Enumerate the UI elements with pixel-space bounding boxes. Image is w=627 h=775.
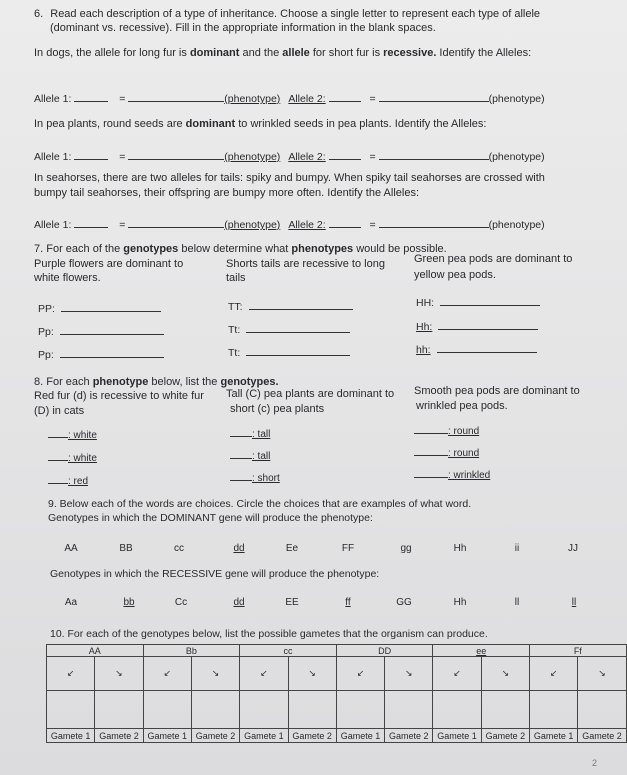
allele2-label: Allele 2: <box>288 151 326 163</box>
q6-dogs-mid2: for short fur is <box>309 47 384 59</box>
q7-hh2-blank[interactable] <box>438 320 538 330</box>
q8-tall-label: : tall <box>252 429 271 440</box>
q7-tt2-blank[interactable] <box>246 323 350 333</box>
q8-tall-row <box>230 427 270 441</box>
q8-col2-line1: Tall (C) pea plants are dominant to <box>226 388 395 400</box>
q7-hh3-label: hh: <box>416 344 431 356</box>
q6-seahorse-line1: In seahorses, there are two alleles for tails: spiky and bumpy. When spiky tail seahorses are crossed with <box>34 172 545 184</box>
recessive-choice-5[interactable]: ff <box>345 597 351 608</box>
dominant-choice-7[interactable]: Hh <box>453 543 467 554</box>
phenotype-label: (phenotype) <box>224 151 281 163</box>
phenotype-end-label: (phenotype) <box>488 151 545 163</box>
q7-hh3-row <box>416 343 537 357</box>
q8-short-label: : short <box>252 473 280 484</box>
q6-dogs-allele: allele <box>282 47 310 59</box>
arrow-down-left-icon: ↙ <box>240 657 288 691</box>
q7-col1-line2: white flowers. <box>34 272 101 284</box>
q7-pp-blank[interactable] <box>61 302 161 312</box>
arrow-down-right-icon: ↘ <box>288 657 336 691</box>
gamete-answer-cell[interactable] <box>143 691 191 729</box>
q8-red-label: : red <box>68 476 89 487</box>
gamete-answer-cell[interactable] <box>481 691 529 729</box>
q8-col3-line2: wrinkled pea pods. <box>416 400 508 412</box>
gamete-label: Gamete 2 <box>288 729 336 743</box>
gamete-answer-cell[interactable] <box>336 691 384 729</box>
q8-wrinkled-blank[interactable] <box>414 468 448 478</box>
q7-mid: below determine what <box>178 243 292 255</box>
q8-white2-label: : white <box>68 453 97 464</box>
q8-white2-blank[interactable] <box>48 451 68 461</box>
q7-pp-label: PP: <box>38 303 55 315</box>
arrow-down-right-icon: ↘ <box>385 657 433 691</box>
allele2-letter-blank[interactable] <box>329 218 361 228</box>
recessive-choice-3[interactable]: dd <box>233 597 245 608</box>
q6-prompt-line2: (dominant vs. recessive). Fill in the appropriate information in the blank spaces. <box>50 22 436 34</box>
q7-col1-line1: Purple flowers are dominant to <box>34 258 184 270</box>
allele1-label: Allele 1: <box>34 93 72 105</box>
gamete-label: Gamete 1 <box>240 729 288 743</box>
gametes-arrow-row <box>47 657 627 691</box>
q6-peas-post: to wrinkled seeds in pea plants. Identify the Alleles: <box>235 118 487 130</box>
gamete-label: Gamete 1 <box>530 729 578 743</box>
q7-tt2-label: Tt: <box>228 324 241 336</box>
allele1-letter-blank[interactable] <box>74 92 108 102</box>
q7-phenotypes: phenotypes <box>291 243 354 255</box>
q8-red-row <box>48 474 88 488</box>
arrow-down-right-icon: ↘ <box>481 657 529 691</box>
dominant-choice-2[interactable]: cc <box>174 543 184 554</box>
gamete-label: Gamete 1 <box>143 729 191 743</box>
gamete-answer-cell[interactable] <box>385 691 433 729</box>
q6-prompt-line1 <box>34 8 540 21</box>
q6-peas-pre: In pea plants, round seeds are <box>34 118 186 130</box>
q7-tt2-row <box>228 323 350 337</box>
q7-hh-row <box>416 296 540 310</box>
q7-pp2-row <box>38 325 164 339</box>
q8-white2-row <box>48 451 97 465</box>
q6-dogs-pre: In dogs, the allele for long fur is <box>34 47 190 59</box>
allele1-phenotype-blank[interactable] <box>128 150 224 160</box>
q9-recessive-prompt: Genotypes in which the RECESSIVE gene will produce the phenotype: <box>50 568 380 580</box>
q8-col1-line2: (D) in cats <box>34 405 85 417</box>
recessive-choice-7[interactable]: Hh <box>453 597 467 608</box>
gamete-answer-cell[interactable] <box>191 691 239 729</box>
allele1-phenotype-blank[interactable] <box>128 92 224 102</box>
gamete-answer-cell[interactable] <box>47 691 95 729</box>
gamete-answer-cell[interactable] <box>530 691 578 729</box>
arrow-down-left-icon: ↙ <box>530 657 578 691</box>
q8-round2-label: : round <box>448 448 480 459</box>
q9-dominant-prompt: Genotypes in which the DOMINANT gene will produce the phenotype: <box>48 512 373 524</box>
q8-short-row <box>230 471 280 485</box>
q7-pp3-row <box>38 348 164 362</box>
gamete-label: Gamete 1 <box>433 729 481 743</box>
q8-col1-line1: Red fur (d) is recessive to white fur <box>34 390 204 402</box>
q8-tall2-blank[interactable] <box>230 449 252 459</box>
q7-tt-label: TT: <box>228 301 243 313</box>
q8-tall2-row <box>230 449 270 463</box>
allele1-label: Allele 1: <box>34 219 72 231</box>
q8-round-blank[interactable] <box>414 424 448 434</box>
q7-pp-row <box>38 302 161 316</box>
q8-mid: below, list the <box>148 376 221 388</box>
q6-seahorse-line2: bumpy tail seahorses, their offspring are bumpy more often. Identify the Alleles: <box>34 187 419 199</box>
q7-tt3-label: Tt: <box>228 347 241 359</box>
phenotype-label: (phenotype) <box>224 93 281 105</box>
recessive-choice-0[interactable]: Aa <box>64 597 78 608</box>
arrow-down-left-icon: ↙ <box>143 657 191 691</box>
gamete-label: Gamete 1 <box>336 729 384 743</box>
allele2-phenotype-blank[interactable] <box>379 150 489 160</box>
equals-sign: = <box>119 219 126 231</box>
q8-col3-line1: Smooth pea pods are dominant to <box>414 385 580 397</box>
arrow-down-left-icon: ↙ <box>336 657 384 691</box>
dominant-choice-3[interactable]: dd <box>233 543 245 554</box>
q6-dogs-mid: and the <box>239 47 283 59</box>
q7-hh-blank[interactable] <box>440 296 540 306</box>
q6-peas-allele-row <box>34 150 545 164</box>
dominant-choice-6[interactable]: gg <box>400 543 412 554</box>
q8-phenotype: phenotype <box>92 376 149 388</box>
q8-wrinkled-row <box>414 468 490 482</box>
q7-pp2-label: Pp: <box>38 326 54 338</box>
arrow-down-right-icon: ↘ <box>191 657 239 691</box>
gametes-answer-row <box>47 691 627 729</box>
q7-pre: 7. For each of the <box>34 243 124 255</box>
q7-col2-line1: Shorts tails are recessive to long <box>226 258 385 270</box>
q7-pp3-label: Pp: <box>38 349 54 361</box>
dominant-choice-5[interactable]: FF <box>341 543 355 554</box>
q7-hh2-row <box>416 320 538 334</box>
q7-col3-line2: yellow pea pods. <box>414 269 496 281</box>
q7-prompt <box>34 243 447 256</box>
q8-short-blank[interactable] <box>230 471 252 481</box>
q8-white-row <box>48 428 97 442</box>
gamete-label: Gamete 2 <box>385 729 433 743</box>
q7-tt-row <box>228 300 353 314</box>
q7-tt-blank[interactable] <box>249 300 353 310</box>
phenotype-label: (phenotype) <box>224 219 281 231</box>
recessive-choice-6[interactable]: GG <box>396 597 412 608</box>
recessive-choice-8[interactable]: ll <box>514 597 520 608</box>
q6-peas-dominant: dominant <box>185 118 236 130</box>
q6-dogs-description <box>34 47 531 60</box>
q9-prompt: 9. Below each of the words are choices. Circle the choices that are examples of what word. <box>48 498 472 510</box>
q7-col3-line1: Green pea pods are dominant to <box>414 253 573 265</box>
genotype-header-2: cc <box>240 645 337 657</box>
allele1-letter-blank[interactable] <box>74 218 108 228</box>
q10-prompt: 10. For each of the genotypes below, list the possible gametes that the organism can produce. <box>50 628 488 640</box>
q8-white-label: : white <box>68 430 97 441</box>
gametes-header-row <box>47 645 627 657</box>
gamete-answer-cell[interactable] <box>433 691 481 729</box>
arrow-down-left-icon: ↙ <box>47 657 95 691</box>
q8-wrinkled-label: : wrinkled <box>448 470 491 481</box>
equals-sign: = <box>369 151 376 163</box>
allele2-phenotype-blank[interactable] <box>379 92 489 102</box>
dominant-choice-0[interactable]: AA <box>64 543 78 554</box>
q7-hh3-blank[interactable] <box>437 343 537 353</box>
genotype-header-0: AA <box>47 645 144 657</box>
dominant-choice-9[interactable]: JJ <box>568 543 578 554</box>
gametes-label-row <box>47 729 627 743</box>
arrow-down-left-icon: ↙ <box>433 657 481 691</box>
equals-sign: = <box>369 219 376 231</box>
q6-dogs-dominant: dominant <box>189 47 240 59</box>
allele1-phenotype-blank[interactable] <box>128 218 224 228</box>
q8-tall-blank[interactable] <box>230 427 252 437</box>
q8-tall2-label: : tall <box>252 451 271 462</box>
recessive-choice-9[interactable]: ll <box>571 597 577 608</box>
q6-number: 6. <box>34 8 44 20</box>
allele1-label: Allele 1: <box>34 151 72 163</box>
q7-hh-label: HH: <box>416 297 435 309</box>
q8-round-row <box>414 424 479 438</box>
q6-dogs-recessive: recessive. <box>383 47 437 59</box>
q6-dogs-post: Identify the Alleles: <box>436 47 532 59</box>
q8-col2-line2: short (c) pea plants <box>230 403 325 415</box>
q6-seahorse-allele-row <box>34 218 545 232</box>
dominant-choice-1[interactable]: BB <box>119 543 133 554</box>
allele2-label: Allele 2: <box>288 219 326 231</box>
q8-pre: 8. For each <box>34 376 93 388</box>
q7-hh2-label: Hh: <box>416 321 433 333</box>
dominant-choice-4[interactable]: Ee <box>285 543 299 554</box>
genotype-header-4: ee <box>433 645 530 657</box>
allele2-phenotype-blank[interactable] <box>379 218 489 228</box>
q7-col2-line2: tails <box>226 272 246 284</box>
equals-sign: = <box>119 93 126 105</box>
equals-sign: = <box>119 151 126 163</box>
gamete-label: Gamete 2 <box>578 729 626 743</box>
allele2-label: Allele 2: <box>288 93 326 105</box>
equals-sign: = <box>369 93 376 105</box>
q7-tt3-blank[interactable] <box>246 346 350 356</box>
q7-post: would be possible. <box>353 243 447 255</box>
gametes-table <box>46 644 627 743</box>
q8-round2-row <box>414 446 479 460</box>
gamete-label: Gamete 2 <box>95 729 143 743</box>
page-number: 2 <box>592 758 598 768</box>
allele2-letter-blank[interactable] <box>329 92 361 102</box>
gamete-answer-cell[interactable] <box>95 691 143 729</box>
recessive-choice-2[interactable]: Cc <box>174 597 188 608</box>
q7-pp3-blank[interactable] <box>60 348 164 358</box>
gamete-label: Gamete 1 <box>47 729 95 743</box>
genotype-header-1: Bb <box>143 645 240 657</box>
recessive-choice-4[interactable]: EE <box>285 597 299 608</box>
q8-round-label: : round <box>448 426 480 437</box>
recessive-choice-1[interactable]: bb <box>123 597 135 608</box>
q7-pp2-blank[interactable] <box>60 325 164 335</box>
phenotype-end-label: (phenotype) <box>488 93 545 105</box>
phenotype-end-label: (phenotype) <box>488 219 545 231</box>
q8-genotypes: genotypes. <box>220 376 279 388</box>
gamete-answer-cell[interactable] <box>288 691 336 729</box>
arrow-down-right-icon: ↘ <box>95 657 143 691</box>
gamete-label: Gamete 2 <box>481 729 529 743</box>
q8-red-blank[interactable] <box>48 474 68 484</box>
arrow-down-right-icon: ↘ <box>578 657 626 691</box>
q6-prompt1: Read each description of a type of inheritance. Choose a single letter to represent each type of allele <box>50 8 541 20</box>
genotype-header-5: Ff <box>530 645 627 657</box>
allele1-letter-blank[interactable] <box>74 150 108 160</box>
allele2-letter-blank[interactable] <box>329 150 361 160</box>
gamete-answer-cell[interactable] <box>578 691 626 729</box>
q8-white-blank[interactable] <box>48 428 68 438</box>
genotype-header-3: DD <box>336 645 433 657</box>
q7-tt3-row <box>228 346 350 360</box>
q6-dogs-allele-row <box>34 92 545 106</box>
gamete-label: Gamete 2 <box>191 729 239 743</box>
q8-round2-blank[interactable] <box>414 446 448 456</box>
dominant-choice-8[interactable]: ii <box>514 543 520 554</box>
q6-peas-description <box>34 118 487 131</box>
q7-genotypes: genotypes <box>123 243 179 255</box>
gamete-answer-cell[interactable] <box>240 691 288 729</box>
